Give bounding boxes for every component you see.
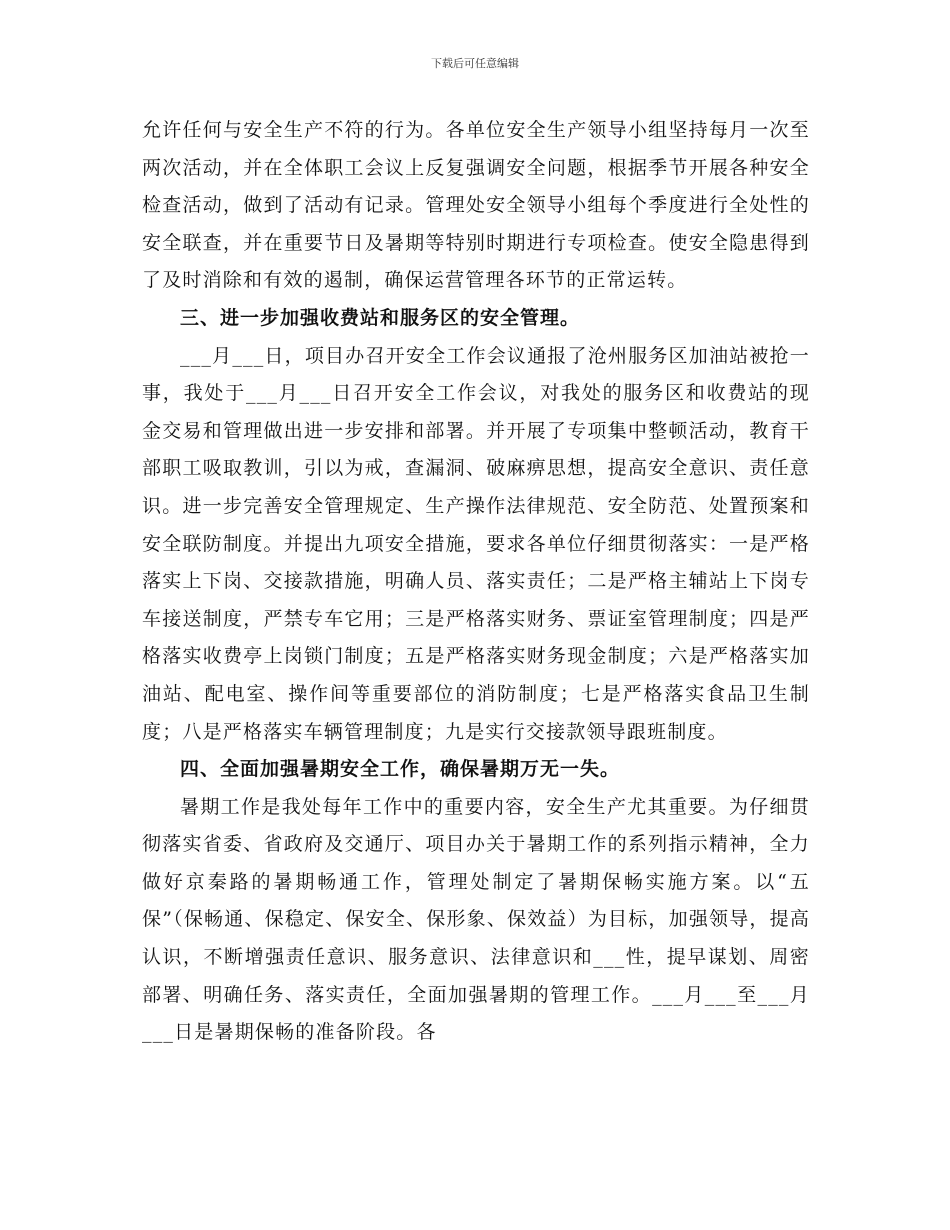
paragraph-section-3: ___月___日，项目办召开安全工作会议通报了沧州服务区加油站被抢一事，我处于___月___日召开安全工作会议，对我处的服务区和收费站的现金交易和管理做出进一步安排和部署。并开展了专项集中整顿活动，教育干部职工吸取教训，引以为戒，查漏洞、破麻痹思想，提高安全意识、责任意识。进一步完善安全管理规定、生产操作法律规范、安全防范、处置预案和安全联防制度。并提出九项安全措施，要求各单位仔细贯彻落实：一是严格落实上下岗、交接款措施，明确人员、落实责任；二是严格主辅站上下岗专车接送制度，严禁专车它用；三是严格落实财务、票证室管理制度；四是严格落实收费亭上岗锁门制度；五是严格落实财务现金制度；六是严格落实加油站、配电室、操作间等重要部位的消防制度；七是严格落实食品卫生制度；八是严格落实车辆管理制度；九是实行交接款领导跟班制度。 (142, 344, 810, 743)
section-heading-4: 四、全面加强暑期安全工作，确保暑期万无一失。 (180, 758, 621, 781)
paragraph-section-4: 暑期工作是我处每年工作中的重要内容，安全生产尤其重要。为仔细贯彻落实省委、省政府及交通厅、项目办关于暑期工作的系列指示精神，全力做好京秦路的暑期畅通工作，管理处制定了暑期保畅实施方案。以“五保”（保畅通、保稳定、保安全、保形象、保效益）为目标，加强领导，提高认识，不断增强责任意识、服务意识、法律意识和___性，提早谋划、周密部署、明确任务、落实责任，全面加强暑期的管理工作。___月___至___月___日是暑期保畅的准备阶段。各 (142, 795, 811, 1044)
section-heading-3: 三、进一步加强收费站和服务区的安全管理。 (180, 306, 581, 329)
document-body (142, 112, 810, 1052)
page-header: 下载后可任意编辑 (431, 57, 519, 70)
paragraph-continued: 允许任何与安全生产不符的行为。各单位安全生产领导小组坚持每月一次至两次活动，并在全体职工会议上反复强调安全问题，根据季节开展各种安全检查活动，做到了活动有记录。管理处安全领导小组每个季度进行全处性的安全联查，并在重要节日及暑期等特别时期进行专项检查。使安全隐患得到了及时消除和有效的遏制，确保运营管理各环节的正常运转。 (142, 119, 810, 292)
